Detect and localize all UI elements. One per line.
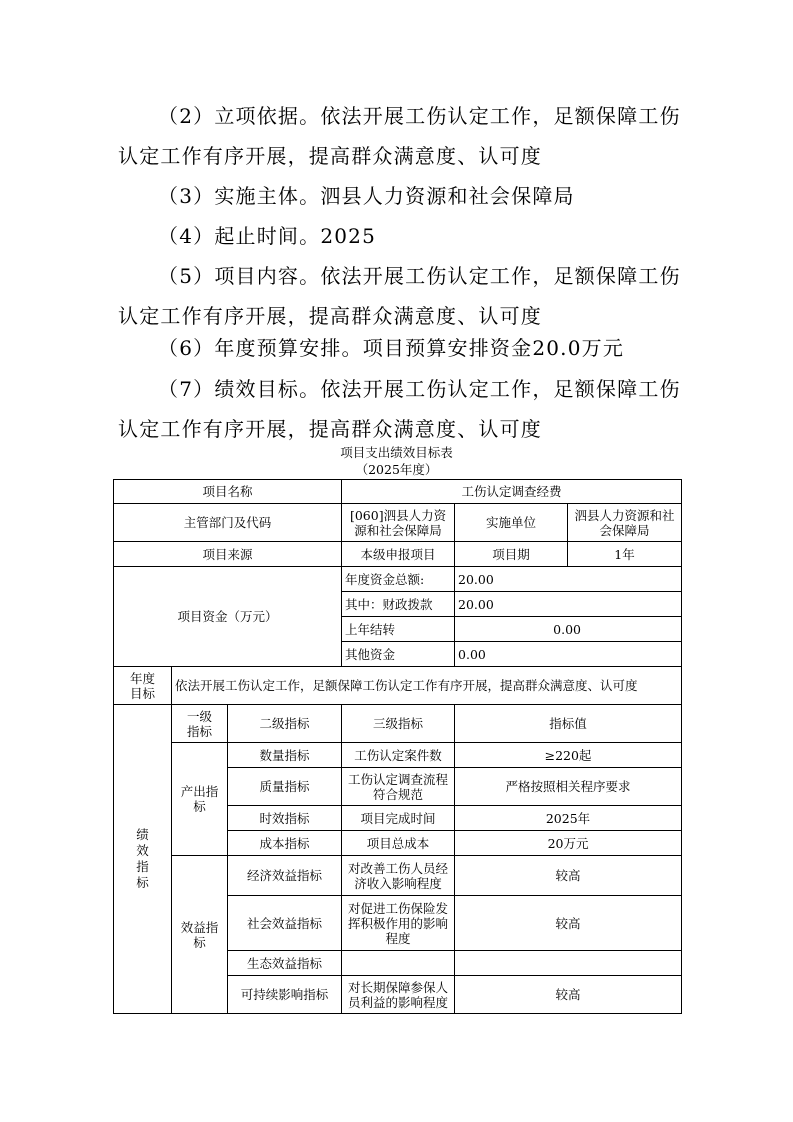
paragraph-7-rest: 认定工作有序开展，提高群众满意度、认可度	[118, 417, 542, 441]
paragraph-4-text: （4）起止时间。2025	[158, 224, 377, 248]
paragraph-3-text: （3）实施主体。泗县人力资源和社会保障局	[158, 184, 575, 208]
benefit-l3: 对长期保障参保人员利益的影响程度	[342, 976, 455, 1014]
fund-other-label: 其他资金	[342, 642, 455, 667]
benefit-l3: 对促进工伤保险发挥积极作用的影响程度	[342, 896, 455, 951]
table-title: 项目支出绩效目标表	[340, 445, 453, 460]
benefit-value: 较高	[455, 896, 682, 951]
paragraph-7-first: （7）绩效目标。依法开展工伤认定工作，足额保障工伤	[158, 377, 681, 401]
dept-label: 主管部门及代码	[114, 504, 342, 542]
benefit-l2: 可持续影响指标	[228, 976, 342, 1014]
benefit-value	[455, 951, 682, 976]
perf-indicators-text: 绩效指标	[136, 827, 149, 890]
benefit-l3	[342, 951, 455, 976]
paragraph-5-rest: 认定工作有序开展，提高群众满意度、认可度	[118, 304, 542, 328]
table-year: （2025年度）	[355, 462, 438, 477]
funds-label: 项目资金（万元）	[114, 567, 342, 667]
header-level3: 三级指标	[342, 705, 455, 743]
output-l2: 时效指标	[228, 806, 342, 831]
benefit-value: 较高	[455, 976, 682, 1014]
annual-goal-value: 依法开展工伤认定工作，足额保障工伤认定工作有序开展，提高群众满意度、认可度	[172, 667, 682, 705]
fund-carryover-label: 上年结转	[342, 617, 455, 642]
period-value: 1年	[568, 542, 682, 567]
annual-goal-label: 年度目标	[114, 667, 172, 705]
benefit-l2: 经济效益指标	[228, 856, 342, 896]
fund-other-value: 0.00	[455, 642, 682, 667]
project-name-label: 项目名称	[114, 480, 342, 504]
paragraph-4	[118, 216, 688, 256]
impl-unit-label: 实施单位	[455, 504, 568, 542]
benefit-l3: 对改善工伤人员经济收入影响程度	[342, 856, 455, 896]
benefit-indicators-label: 效益指标	[172, 856, 228, 1014]
paragraph-7	[118, 369, 688, 449]
output-indicators-label: 产出指标	[172, 743, 228, 856]
performance-target-table	[113, 479, 682, 1014]
benefit-value: 较高	[455, 856, 682, 896]
source-label: 项目来源	[114, 542, 342, 567]
fund-total-label: 年度资金总额:	[342, 567, 455, 592]
dept-value: [060]泗县人力资源和社会保障局	[342, 504, 455, 542]
paragraph-5	[118, 256, 688, 336]
paragraph-2-first: （2）立项依据。依法开展工伤认定工作，足额保障工伤	[158, 104, 681, 128]
fund-carryover-value: 0.00	[455, 617, 682, 642]
paragraph-6	[118, 328, 688, 368]
paragraph-2	[118, 96, 688, 176]
output-l3: 项目总成本	[342, 831, 455, 856]
output-l3: 工伤认定案件数	[342, 743, 455, 768]
paragraph-2-rest: 认定工作有序开展，提高群众满意度、认可度	[118, 144, 542, 168]
output-l3: 项目完成时间	[342, 806, 455, 831]
header-level1: 一级指标	[172, 705, 228, 743]
benefit-l2: 社会效益指标	[228, 896, 342, 951]
perf-indicators-label	[114, 705, 172, 1014]
output-l2: 数量指标	[228, 743, 342, 768]
period-label: 项目期	[455, 542, 568, 567]
paragraph-6-text: （6）年度预算安排。项目预算安排资金20.0万元	[158, 336, 625, 360]
impl-unit-value: 泗县人力资源和社会保障局	[568, 504, 682, 542]
paragraph-3	[118, 176, 688, 216]
fund-total-value: 20.00	[455, 567, 682, 592]
output-l3: 工伤认定调查流程符合规范	[342, 768, 455, 806]
output-value: 20万元	[455, 831, 682, 856]
fund-fiscal-value: 20.00	[455, 592, 682, 617]
header-value: 指标值	[455, 705, 682, 743]
source-value: 本级申报项目	[342, 542, 455, 567]
benefit-l2: 生态效益指标	[228, 951, 342, 976]
output-value: 2025年	[455, 806, 682, 831]
header-level2: 二级指标	[228, 705, 342, 743]
output-l2: 质量指标	[228, 768, 342, 806]
output-value: ≥220起	[455, 743, 682, 768]
output-l2: 成本指标	[228, 831, 342, 856]
fund-fiscal-label: 其中：财政拨款	[342, 592, 455, 617]
paragraph-5-first: （5）项目内容。依法开展工伤认定工作，足额保障工伤	[158, 264, 681, 288]
output-value: 严格按照相关程序要求	[455, 768, 682, 806]
project-name-value: 工伤认定调查经费	[342, 480, 682, 504]
